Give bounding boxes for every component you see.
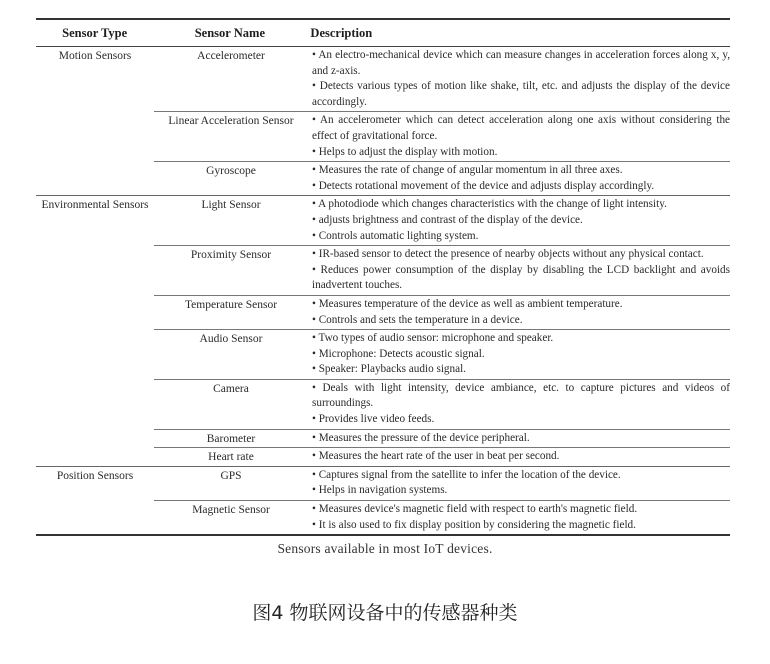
- table-row: [154, 467, 730, 501]
- table-bottom-rule: [36, 534, 730, 536]
- sensor-group: [36, 467, 730, 534]
- description-bullet: • An electro-mechanical device which can measure changes in acceleration forces along x, y, and z-axis.: [312, 49, 730, 77]
- figure-title: 图4 物联网设备中的传感器种类: [252, 602, 518, 624]
- sensor-name-cell: Audio Sensor: [199, 333, 263, 346]
- description-bullet: • adjusts brightness and contrast of the display of the device.: [312, 213, 583, 226]
- table-header: [36, 20, 730, 46]
- sensor-name-cell: Linear Acceleration Sensor: [168, 115, 294, 128]
- description-bullet: • Measures the rate of change of angular momentum in all three axes.: [312, 164, 623, 177]
- table-row: [154, 330, 730, 380]
- description-bullet: • Detects various types of motion like shake, tilt, etc. and adjusts the display of the device accordingly.: [312, 80, 730, 108]
- sensor-name-cell: Magnetic Sensor: [192, 504, 270, 517]
- sensor-name-cell: Gyroscope: [206, 165, 256, 178]
- description-cell: [308, 162, 730, 195]
- sensor-type-cell: Environmental Sensors: [41, 199, 149, 212]
- description-bullet: • Controls automatic lighting system.: [312, 229, 479, 242]
- description-bullet: • Reduces power consumption of the display by disabling the LCD backlight and avoids inadvertent touches.: [312, 263, 730, 292]
- sensor-type-cell: Position Sensors: [56, 469, 134, 482]
- description-bullet: • Deals with light intensity, device ambiance, etc. to capture pictures and videos of surroundings.: [312, 381, 730, 410]
- description-bullet: • Helps to adjust the display with motion.: [312, 145, 498, 158]
- table-body: [36, 47, 730, 534]
- description-bullet: • Controls and sets the temperature in a device.: [312, 313, 523, 326]
- table-row: [154, 162, 730, 195]
- description-cell: [308, 47, 730, 111]
- description-cell: [308, 246, 730, 295]
- sensor-name-cell: Accelerometer: [197, 50, 265, 62]
- description-bullet: • Helps in navigation systems.: [312, 484, 448, 497]
- description-cell: [308, 112, 730, 161]
- sensor-type-cell: Motion Sensors: [58, 50, 132, 62]
- description-cell: [308, 448, 730, 466]
- description-bullet: • A photodiode which changes characteristics with the change of light intensity.: [312, 198, 667, 211]
- description-bullet: • Two types of audio sensor: microphone and speaker.: [312, 332, 554, 345]
- description-bullet: • Measures device's magnetic field with respect to earth's magnetic field.: [312, 503, 638, 516]
- table-row: [154, 296, 730, 330]
- sensor-name-cell: Light Sensor: [201, 199, 261, 212]
- description-bullet: • It is also used to fix display position by considering the magnetic field.: [312, 518, 636, 531]
- header-description: Description: [310, 25, 373, 40]
- description-bullet: • IR-based sensor to detect the presence of nearby objects without any physical contact.: [312, 248, 704, 261]
- description-cell: [308, 380, 730, 429]
- table-row: [154, 246, 730, 296]
- description-bullet: • Speaker: Playbacks audio signal.: [312, 363, 466, 376]
- table-row: [154, 380, 730, 430]
- description-bullet: • Detects rotational movement of the device and adjusts display accordingly.: [312, 179, 655, 192]
- description-cell: [308, 430, 730, 448]
- sensor-rows: [154, 47, 730, 195]
- sensor-name-cell: Barometer: [206, 432, 256, 445]
- description-bullet: • Measures the heart rate of the user in beat per second.: [312, 450, 560, 463]
- sensor-rows: [154, 196, 730, 466]
- sensor-group: [36, 47, 730, 195]
- table-row: [154, 501, 730, 534]
- table-row: [154, 430, 730, 449]
- description-bullet: • An accelerometer which can detect acceleration along one axis without considering the effect of gravitational force.: [312, 114, 730, 142]
- description-bullet: • Microphone: Detects acoustic signal.: [312, 347, 485, 360]
- sensor-name-cell: Temperature Sensor: [184, 298, 278, 311]
- description-bullet: • Captures signal from the satellite to infer the location of the device.: [312, 468, 621, 481]
- sensor-name-cell: Camera: [213, 382, 249, 395]
- header-sensor-type: Sensor Type: [62, 25, 128, 40]
- sensor-name-cell: GPS: [220, 469, 242, 482]
- header-sensor-name: Sensor Name: [194, 25, 265, 40]
- description-bullet: • Measures temperature of the device as well as ambient temperature.: [312, 297, 623, 310]
- description-bullet: • Provides live video feeds.: [312, 413, 435, 426]
- sensor-name-cell: Proximity Sensor: [190, 249, 272, 262]
- description-cell: [308, 330, 730, 379]
- sensor-group: [36, 196, 730, 466]
- description-cell: [308, 467, 730, 500]
- description-cell: [308, 196, 730, 245]
- table-row: [154, 112, 730, 162]
- description-cell: [308, 296, 730, 329]
- description-cell: [308, 501, 730, 534]
- table-caption: Sensors available in most IoT devices.: [277, 541, 493, 556]
- table-row: [154, 196, 730, 246]
- sensor-table: [36, 18, 730, 536]
- sensor-rows: [154, 467, 730, 534]
- table-row: [154, 448, 730, 466]
- description-bullet: • Measures the pressure of the device peripheral.: [312, 431, 530, 444]
- table-row: [154, 47, 730, 112]
- sensor-name-cell: Heart rate: [208, 451, 254, 464]
